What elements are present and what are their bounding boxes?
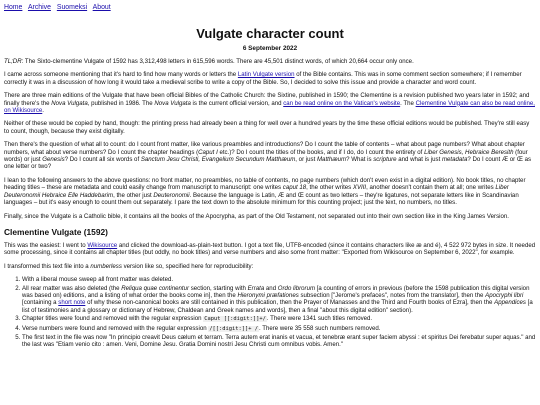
questions-paragraph: [4, 141, 536, 171]
italic-term: Matthæum: [316, 156, 347, 164]
italic-term: metadata: [441, 156, 468, 164]
answers-paragraph: [4, 177, 536, 207]
italic-term: Ordo librorum: [277, 284, 316, 292]
text-run: and clicked the download-as-plain-text button. I got a text file, UTF8-encoded (since it contains characters like æ and é), 4 522 972 bytes in size. It needed some processing, since it contains all chapter titles (but oddly, no book titles) and verse numbers and also some front matter: "Exported from Wikisource on September 6, 2022", for example.: [4, 241, 536, 257]
italic-term: Deuteronomii: [153, 191, 190, 199]
text-run: .: [42, 107, 44, 115]
text-run: version like so, specified here for reproducibility:: [121, 262, 254, 270]
text-run: , or just: [295, 156, 317, 164]
printing-paragraph: Neither of these would be copied by hand, though: the printing press had already been a thing for well over a hundred years by the time these official editions would be published. They're still easy to count, though, because they exist digitally.: [4, 120, 530, 135]
italic-term: Liber Deuteronomii Hebraice Elle Haddebarim: [4, 184, 509, 199]
italic-term: Liber Genesis, Hebraice Beresith: [424, 148, 514, 156]
italic-term: Caput I: [198, 148, 218, 156]
text-run: ? What is: [346, 156, 374, 164]
transform-paragraph: [4, 263, 536, 270]
vatican-website-link[interactable]: can be read online on the Vatican's website: [283, 99, 401, 107]
text-run: [a counting of errors in previous (before the 1598 publication this digital version was based on) editions, and a listing of what order the books come in], then the: [22, 284, 530, 299]
list-item: 5. The first text in the file was now "In principio creavit Deus cælum et terram. Terra autem erat inanis et vacua, et tenebræ erant super faciem abyssi : et spiritus Dei ferebatur super aquas." and the last was "Etiam venio cito : amen. Veni, Domine Jesu. Gratia Domini nostri Jesu Christi cum omnibus vobis. Amen.": [22, 334, 536, 349]
text-run: Verse numbers were found and removed with the regular expression: [22, 324, 209, 332]
tldr-paragraph: [4, 58, 536, 65]
text-run: . There were 1341 such titles removed.: [266, 315, 373, 323]
list-item: [22, 315, 536, 323]
text-run: , published in 1986. The: [87, 99, 155, 107]
section-heading-clementine: Clementine Vulgate (1592): [4, 226, 108, 237]
italic-term: Errata: [247, 284, 265, 292]
text-run: ? Do I count all six words of: [64, 156, 141, 164]
text-run: I transformed this text file into a: [4, 262, 91, 270]
text-run: etc.)? Do I count the titles of the books, and if I do, do I count the entirety of: [217, 148, 425, 156]
list-item: 1. With a liberal mouse sweep all front matter was deleted.: [22, 276, 536, 283]
text-run: This was the easiest: I went to: [4, 241, 88, 249]
tldr-text: : The Sixto-clementine Vulgate of 1592 has 3,312,498 letters in 615,596 words. There are 45,501 distinct words, of which 20,664 occur only once.: [21, 58, 414, 65]
text-run: and: [264, 284, 278, 292]
text-run: [a list of testimonies and a glossary or dictionary of Hebrew, Chaldean and Greek names and words], then a final "about this digital edition" section).: [22, 299, 533, 314]
italic-term: scripture: [373, 156, 397, 164]
text-run: . The: [400, 99, 416, 107]
wikisource-paragraph: [4, 242, 536, 257]
italic-term: numberless: [90, 262, 122, 270]
italic-term: caput 18: [282, 184, 307, 192]
list-item: [22, 325, 536, 333]
italic-term: XVIII: [352, 184, 367, 192]
text-run: of why these non-canonical books are still contained in this publication, then the Prayer of Manasses and the Third and Fourth books of Ezra], then the: [85, 299, 495, 307]
text-run: There are three main editions of the Vulgate that have been official Bibles of the Catholic Church: the Sixtine, published in 1590; the Clementine is a revision published two years later in 1592; and finally there's the: [4, 92, 530, 107]
text-run: and what is just: [396, 156, 442, 164]
italic-term: Nova Vulgata: [51, 99, 88, 107]
page-title: Vulgate character count: [196, 26, 344, 41]
italic-term: Genesis: [42, 156, 65, 164]
italic-term: Nova Vulgata: [154, 99, 191, 107]
nav-home-link[interactable]: Home: [4, 4, 23, 11]
text-run: subsection ["Jerome's prefaces", notes from the translator], then the: [298, 291, 486, 299]
text-run: [containing a: [22, 299, 59, 307]
nav-archive-link[interactable]: Archive: [27, 4, 51, 11]
text-run: section, starting with: [189, 284, 248, 292]
regex-code: Caput [[:digit:]]+/: [204, 316, 266, 323]
text-run: , the other writes: [306, 184, 353, 192]
text-run: , another doesn't contain them at all; one writes: [366, 184, 496, 192]
processing-steps-list: [4, 276, 536, 349]
editions-paragraph: [4, 92, 536, 114]
italic-term: Appendices: [494, 299, 526, 307]
text-run: ? Do I count Æ or Œ as one letter or two?: [4, 156, 532, 171]
text-run: I lean to the following answers to the above questions: no front matter, no preambles, no table of contents, no page numbers (which don't even exist in a digital edition). No book titles, no chapter heading titles – these are metadata and could easily change from manuscript to manuscript: one writes: [4, 176, 526, 192]
italic-term: Sanctum Jesu Christi, Evangelium Secundum Matthæum: [140, 156, 296, 164]
apocrypha-paragraph: Finally, since the Vulgate is a Catholic bible, it contains all the books of the Apocrypha, as part of the Old Testament, not separated out into their own section like in the King James Version.: [4, 212, 509, 220]
text-run: is the current official version, and: [190, 99, 284, 107]
short-note-link[interactable]: short note: [58, 299, 86, 307]
regex-code: /[[:digit:]]+ /: [209, 325, 258, 332]
latin-vulgate-link[interactable]: Latin Vulgate version: [237, 71, 295, 79]
wikisource-link[interactable]: Wikisource: [87, 241, 118, 249]
italic-term: Hieronymi præfationes: [237, 291, 299, 299]
italic-term: Apocryphi libri: [485, 291, 524, 299]
intro-paragraph: [4, 71, 536, 86]
text-run: , the other just: [113, 191, 154, 199]
tldr-label: TL;DR: [4, 58, 22, 65]
text-run: (four words) or just: [4, 148, 528, 164]
nav-about-link[interactable]: About: [92, 4, 111, 11]
nav-suomeksi-link[interactable]: Suomeksi: [56, 4, 88, 11]
text-run: Chapter titles were found and removed with the regular expression: [22, 315, 204, 323]
text-run: . There were 35 558 such numbers removed.: [259, 324, 381, 332]
text-run: Then there's the question of what all to count: do I count front matter, like various preambles and introductions? Do I count the table of contents – what about page numbers? What about chapter numbers, what about verse numbers? Do I count the chapter headings (: [4, 141, 525, 156]
text-run: of the Bible contains. This was in some comment section somewhere; if I remember correctly it was in a discussion of how long it would take a medieval scribe to write a copy of the Bible. So, I decided to solve this issue and provide a character and word count.: [4, 71, 522, 86]
text-run: All rear matter was also deleted (the: [22, 284, 122, 292]
italic-term: Reliqua quae continentur: [121, 284, 190, 292]
list-item: [22, 285, 536, 315]
article-date: 6 September 2022: [242, 45, 298, 52]
top-nav: [4, 3, 536, 12]
wikisource-clementine-link[interactable]: Clementine Vulgate can also be read online, on Wikisource: [4, 99, 535, 115]
text-run: . Because the language is Latin, Æ and Œ count as two letters – they're ligatures, not separate letters like in Scandinavian languages – but it's easy enough to count them out separately. I pare the text down to the absolute minimum for this counting project; just the text, no numbers, no titles.: [4, 191, 519, 207]
text-run: I came across someone mentioning that it's hard to find how many words or letters the: [4, 71, 238, 79]
